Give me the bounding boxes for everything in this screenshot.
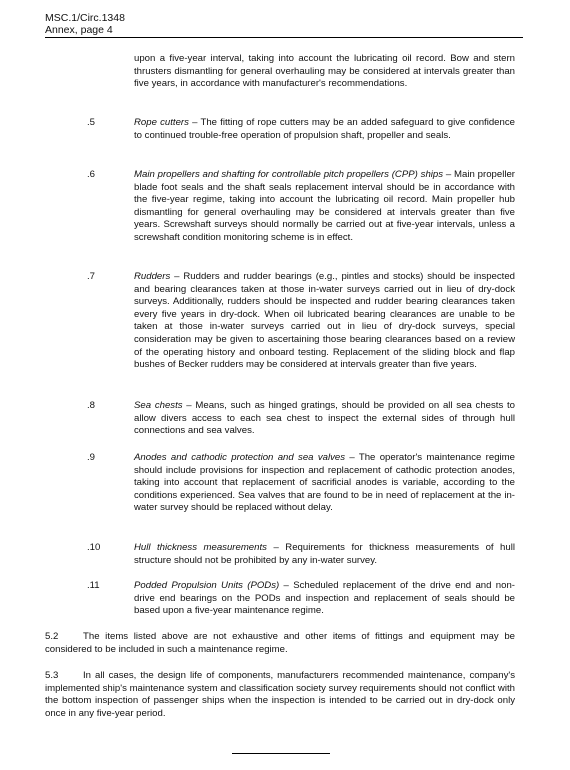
item-heading: Main propellers and shafting for controllable pitch propellers (CPP) ships [134, 169, 444, 180]
item-heading: Anodes and cathodic protection and sea valves [134, 452, 346, 463]
item-paragraph [134, 117, 515, 142]
section-text: In all cases, the design life of components, manufacturers recommended maintenance, company's implemented ship's maintenance system and classification society survey requirements should not conflict with the bottom inspection of passenger ships when the inspection is intended to be carried out in dry-dock only once in any five-year period. [45, 670, 515, 719]
item-number: .10 [87, 542, 101, 553]
item-paragraph [134, 452, 515, 515]
item-paragraph [134, 542, 515, 567]
item-paragraph [134, 400, 515, 438]
item-heading: Sea chests [134, 400, 183, 411]
item-heading: Rudders [134, 271, 171, 282]
item-heading: Hull thickness measurements [134, 542, 267, 553]
item-text: – The fitting of rope cutters may be an added safeguard to give confidence to continued trouble-free operation of propulsion shaft, propeller and seals. [134, 117, 515, 141]
section-paragraph [45, 670, 515, 720]
end-of-document-rule [232, 753, 330, 754]
item-text: – Requirements for thickness measurements of hull structure should not be prohibited by any in-water survey. [134, 542, 515, 566]
item-paragraph [134, 169, 515, 245]
section-number: 5.2 [45, 631, 59, 642]
item-number: .6 [87, 169, 96, 180]
section-paragraph [45, 631, 515, 656]
section-number: 5.3 [45, 670, 59, 681]
item-text: – Means, such as hinged gratings, should be provided on all sea chests to allow divers access to each sea chest to inspect the external sides of through hull connections and sea valves. [134, 400, 515, 437]
item-text: – Rudders and rudder bearings (e.g., pintles and stocks) should be inspected and bearing clearances taken at those in-water surveys carried out in lieu of dry-dock surveys. Additionally, rudders should be inspected and rudder bearing clearances taken every five years in dry-dock. When oil lubricated bearing clearances are unable to be taken at those in-water surveys carried out in lieu of dry-dock surveys, special consideration may be given to ascertaining those bearing clearances based on a review of the operating history and onboard testing. Replacement of the sliding block and flap bushes of Becker rudders may be considered at intervals greater than five years. [134, 271, 515, 371]
document-reference: MSC.1/Circ.1348 [45, 12, 125, 24]
item-heading: Rope cutters [134, 117, 189, 128]
item-number: .9 [87, 452, 96, 463]
item-paragraph [134, 271, 515, 372]
item-heading: Podded Propulsion Units (PODs) [134, 580, 280, 591]
item-text: – The operator's maintenance regime should include provisions for inspection and replacement of cathodic protection anodes, taking into account that replacement of sacrificial anodes is variable, according to the conditions experienced. Sea valves that are found to be in need of replacement at the in-water survey should be replaced without delay. [134, 452, 515, 514]
item-number: .7 [87, 271, 96, 282]
annex-page-label: Annex, page 4 [45, 24, 113, 36]
item-text: – Main propeller blade foot seals and the shaft seals replacement interval should be in accordance with the five-year regime, taking into account the lubricating oil record. Main propeller hub dismantling for general overhauling may be considered at intervals greater than five years. Screwshaft surveys should normally be carried out at five-year intervals, unless a screwshaft condition monitoring scheme is in effect. [134, 169, 515, 243]
item-number: .5 [87, 117, 96, 128]
item-paragraph [134, 580, 515, 618]
item-number: .11 [87, 580, 100, 591]
item-number: .8 [87, 400, 96, 411]
item-text: – Scheduled replacement of the drive end and non-drive end bearings on the PODs and inspection and replacement of seals should be based upon a five-year maintenance regime. [134, 580, 515, 617]
continuation-paragraph: upon a five-year interval, taking into account the lubricating oil record. Bow and stern thrusters dismantling for general overhauling may be considered at intervals greater than five years, in accordance with manufacturer's recommendations. [134, 53, 515, 90]
page-header [45, 12, 523, 38]
section-text: The items listed above are not exhaustive and other items of fittings and equipment may be considered to be included in such a maintenance regime. [45, 631, 515, 655]
